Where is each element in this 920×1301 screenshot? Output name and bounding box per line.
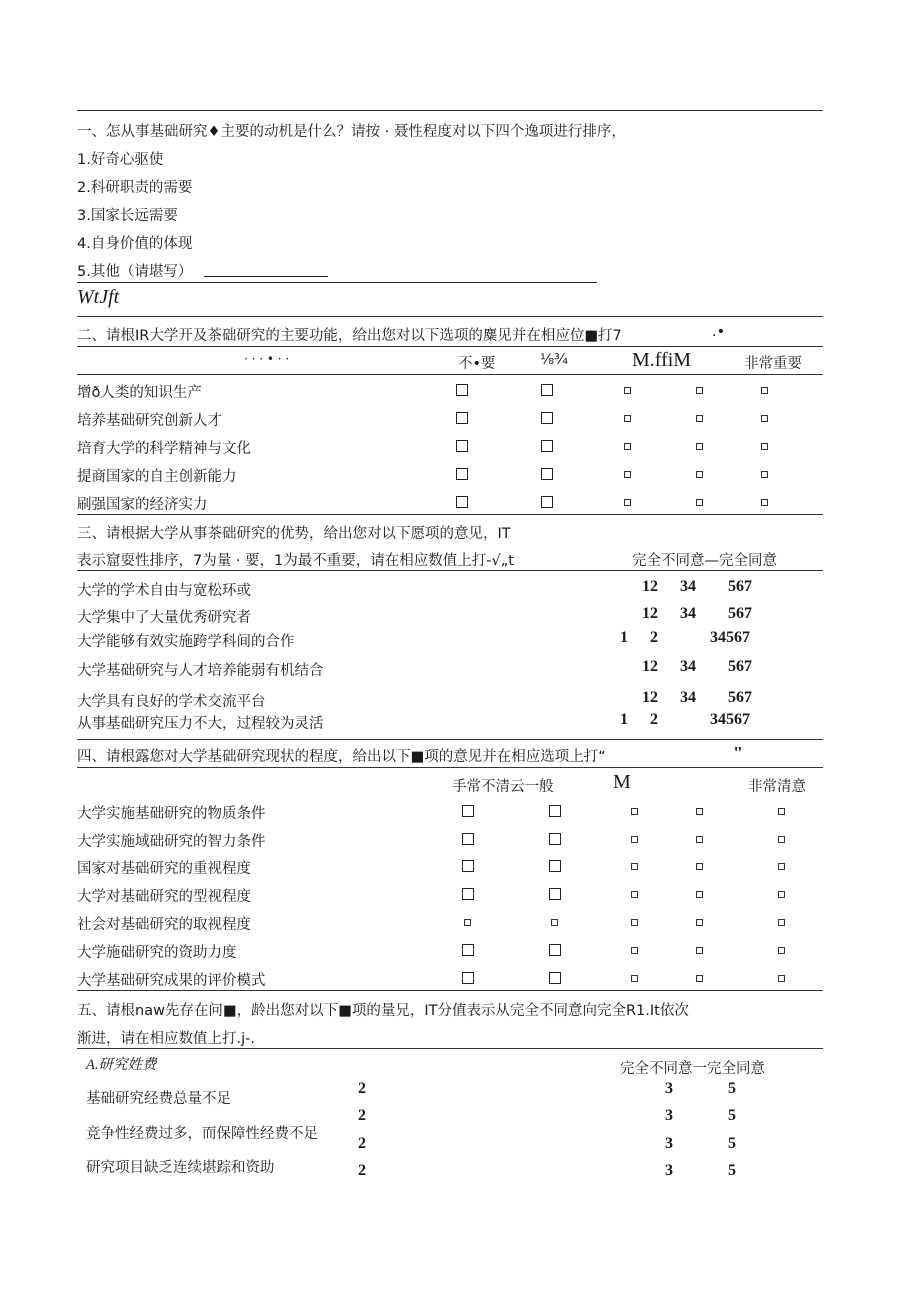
q3-scale-a[interactable]: 1 — [620, 629, 628, 646]
checkbox[interactable] — [462, 833, 474, 845]
q3-scale-a[interactable]: 12 — [642, 658, 658, 675]
q3-row-label: 大学具有良好的学术交流平台 — [77, 694, 266, 710]
q1-other-blank[interactable] — [204, 276, 328, 277]
checkbox[interactable] — [456, 440, 468, 452]
checkbox[interactable] — [624, 415, 631, 422]
checkbox[interactable] — [456, 468, 468, 480]
q5-scale-3[interactable]: 3 — [665, 1107, 673, 1124]
q3-scale-b[interactable]: 2 — [650, 629, 658, 646]
checkbox[interactable] — [631, 975, 638, 982]
checkbox[interactable] — [631, 808, 638, 815]
q3-scale-c[interactable]: 567 — [728, 658, 752, 675]
checkbox[interactable] — [464, 919, 471, 926]
q4-row-label: 大学施础研究的资助力度 — [77, 945, 237, 961]
q5-scale-5[interactable]: 5 — [728, 1107, 736, 1124]
q3-scale-header: 完全不同意—完全同意 — [632, 553, 777, 569]
checkbox[interactable] — [696, 947, 703, 954]
q1-option-2: 2.科研职责的需要 — [77, 180, 193, 196]
q1-option-1: 1.好奇心驱使 — [77, 152, 164, 168]
checkbox[interactable] — [624, 499, 631, 506]
q4-header-left: 手常不清云一般 — [452, 779, 554, 795]
q2-title: 二、请根IR大学开及茶础研究的主要功能，给出您对以下选项的麋见并在相应位■打7 — [77, 328, 622, 344]
checkbox[interactable] — [696, 499, 703, 506]
checkbox[interactable] — [462, 805, 474, 817]
q5-scale-5[interactable]: 5 — [728, 1080, 736, 1097]
q2-title-tail: .• — [712, 324, 726, 340]
q4-row-label: 国家对基础研究的重视程度 — [77, 861, 251, 877]
checkbox[interactable] — [541, 384, 553, 396]
q3-title-line1: 三、请根据大学从事茶础研究的优势，给出您对以下愿项的意见，IT — [77, 526, 511, 542]
q2-row-label: 增ð人类的知识生产 — [77, 385, 202, 401]
divider — [77, 316, 823, 317]
checkbox[interactable] — [696, 415, 703, 422]
q2-header-3: M.ffiM — [632, 349, 692, 371]
q2-scale-dots: · · · • · · — [244, 352, 290, 366]
q3-scale-c[interactable]: 567 — [728, 578, 752, 595]
checkbox[interactable] — [456, 412, 468, 424]
checkbox[interactable] — [462, 888, 474, 900]
q5-scale-5[interactable]: 5 — [728, 1162, 736, 1179]
q3-scale-a[interactable]: 1 — [620, 711, 628, 728]
checkbox[interactable] — [778, 891, 785, 898]
q1-option-4: 4.自身价值的体现 — [77, 236, 193, 252]
q3-scale-c[interactable]: 567 — [728, 605, 752, 622]
q2-row-label: 提商国家的自主创新能力 — [77, 469, 237, 485]
q3-scale-b[interactable]: 2 — [650, 711, 658, 728]
q3-title-line2: 表示窟耍性排序，7为量 · 要，1为最不重要，请在相应数值上打-√„t — [77, 553, 514, 569]
checkbox[interactable] — [624, 471, 631, 478]
q1-title: 一、怎从事基础研究♦主要的动机是什么？请按 · 聂性程度对以下四个逸项进行排序， — [77, 124, 626, 140]
checkbox[interactable] — [631, 947, 638, 954]
checkbox[interactable] — [761, 499, 768, 506]
checkbox[interactable] — [551, 919, 558, 926]
checkbox[interactable] — [778, 836, 785, 843]
checkbox[interactable] — [696, 836, 703, 843]
checkbox[interactable] — [624, 443, 631, 450]
q4-row-label: 大学实施基础研究的物质条件 — [77, 806, 266, 822]
q5-section-a: A.研究姓费 — [86, 1057, 157, 1073]
q2-header-2: ⅛¾ — [540, 352, 569, 368]
divider — [77, 110, 823, 111]
checkbox[interactable] — [696, 808, 703, 815]
checkbox[interactable] — [456, 496, 468, 508]
checkbox[interactable] — [462, 944, 474, 956]
q5-title-line1: 五、请根naw先存在问■，龄出您对以下■项的量兄，IT分值表示从完全不同意向完全R1.It依次 — [77, 1003, 689, 1019]
checkbox[interactable] — [761, 387, 768, 394]
checkbox[interactable] — [631, 863, 638, 870]
checkbox[interactable] — [541, 496, 553, 508]
q3-row-label: 大学的学术自由与宽松环或 — [77, 583, 251, 599]
q5-row-label-3: 研究项目缺乏连续堪踪和资助 — [86, 1160, 275, 1176]
divider — [77, 346, 823, 347]
q3-scale-b[interactable]: 34 — [680, 605, 696, 622]
q5-scale-2[interactable]: 2 — [358, 1162, 366, 1179]
q3-row-label: 大学集中了大量优秀研究者 — [77, 610, 251, 626]
checkbox[interactable] — [696, 443, 703, 450]
q3-scale-c[interactable]: 34567 — [710, 629, 750, 646]
divider — [77, 374, 823, 375]
checkbox[interactable] — [778, 975, 785, 982]
checkbox[interactable] — [631, 919, 638, 926]
q4-title-tail: " — [733, 743, 743, 763]
q4-row-label: 大学对基础研究的型视程度 — [77, 889, 251, 905]
checkbox[interactable] — [696, 919, 703, 926]
divider — [77, 570, 823, 571]
checkbox[interactable] — [541, 468, 553, 480]
checkbox[interactable] — [549, 860, 561, 872]
q1-option-3: 3.国家长远需要 — [77, 208, 178, 224]
checkbox[interactable] — [541, 440, 553, 452]
q2-row-label: 刷强国家的经济实力 — [77, 497, 208, 513]
checkbox[interactable] — [761, 443, 768, 450]
checkbox[interactable] — [778, 808, 785, 815]
q5-scale-header: 完全不同意一完全同意 — [620, 1061, 765, 1077]
checkbox[interactable] — [631, 836, 638, 843]
q1-note: WtJft — [77, 286, 120, 308]
q2-header-4: 非常重要 — [744, 356, 802, 372]
q4-row-label: 大学基础研究成果的评价模式 — [77, 973, 266, 989]
checkbox[interactable] — [778, 919, 785, 926]
divider — [77, 739, 823, 740]
divider — [77, 1048, 823, 1049]
q5-row-label-1: 基础研究经费总量不足 — [86, 1091, 231, 1107]
q5-scale-3[interactable]: 3 — [665, 1162, 673, 1179]
q3-scale-a[interactable]: 12 — [642, 578, 658, 595]
checkbox[interactable] — [696, 471, 703, 478]
q3-scale-b[interactable]: 34 — [680, 658, 696, 675]
q3-scale-b[interactable]: 34 — [680, 689, 696, 706]
q4-row-label: 大学实施域础研究的智力条件 — [77, 834, 266, 850]
q3-scale-a[interactable]: 12 — [642, 605, 658, 622]
checkbox[interactable] — [462, 860, 474, 872]
checkbox[interactable] — [761, 415, 768, 422]
q4-header-mid: M — [613, 771, 631, 793]
q3-scale-c[interactable]: 34567 — [710, 711, 750, 728]
q5-scale-3[interactable]: 3 — [665, 1135, 673, 1152]
checkbox[interactable] — [696, 863, 703, 870]
q2-header-1: 不•要 — [458, 356, 496, 372]
q4-row-label: 社会对基础研究的取视程度 — [77, 917, 251, 933]
q5-scale-2[interactable]: 2 — [358, 1080, 366, 1097]
checkbox[interactable] — [541, 412, 553, 424]
q5-scale-2[interactable]: 2 — [358, 1135, 366, 1152]
divider — [77, 767, 823, 768]
checkbox[interactable] — [549, 972, 561, 984]
q3-scale-a[interactable]: 12 — [642, 689, 658, 706]
checkbox[interactable] — [778, 947, 785, 954]
q4-title: 四、请根露您对大学基础研究现状的程度，给出以下■项的意见并在相应选项上打“ — [77, 749, 606, 765]
q5-scale-5[interactable]: 5 — [728, 1135, 736, 1152]
q2-row-label: 培养基础研究创新人才 — [77, 413, 222, 429]
checkbox[interactable] — [549, 805, 561, 817]
checkbox[interactable] — [624, 387, 631, 394]
divider — [77, 514, 823, 515]
checkbox[interactable] — [462, 972, 474, 984]
q5-scale-2[interactable]: 2 — [358, 1107, 366, 1124]
q3-row-label: 大学能够有效实施跨学科间的合作 — [77, 634, 295, 650]
checkbox[interactable] — [696, 891, 703, 898]
q3-scale-b[interactable]: 34 — [680, 578, 696, 595]
q5-row-label-2: 竞争性经费过多，而保障性经费不足 — [86, 1126, 318, 1142]
q5-scale-3[interactable]: 3 — [665, 1080, 673, 1097]
q4-header-right: 非常清意 — [748, 779, 806, 795]
checkbox[interactable] — [631, 891, 638, 898]
q3-row-label: 大学基础研究与人才培养能弱有机结合 — [77, 663, 324, 679]
q3-row-label: 从事基础研究压力不大，过程较为灵活 — [77, 716, 324, 732]
checkbox[interactable] — [549, 888, 561, 900]
checkbox[interactable] — [778, 863, 785, 870]
checkbox[interactable] — [456, 384, 468, 396]
q1-option-5: 5.其他（请堪写） — [77, 264, 193, 280]
divider — [77, 282, 597, 283]
q3-scale-c[interactable]: 567 — [728, 689, 752, 706]
checkbox[interactable] — [696, 975, 703, 982]
q2-row-label: 培育大学的科学精神与文化 — [77, 441, 251, 457]
checkbox[interactable] — [761, 471, 768, 478]
q5-title-line2: 渐进，请在相应数值上打.j-. — [77, 1031, 255, 1047]
checkbox[interactable] — [549, 833, 561, 845]
checkbox[interactable] — [696, 387, 703, 394]
divider — [77, 990, 823, 991]
checkbox[interactable] — [549, 944, 561, 956]
